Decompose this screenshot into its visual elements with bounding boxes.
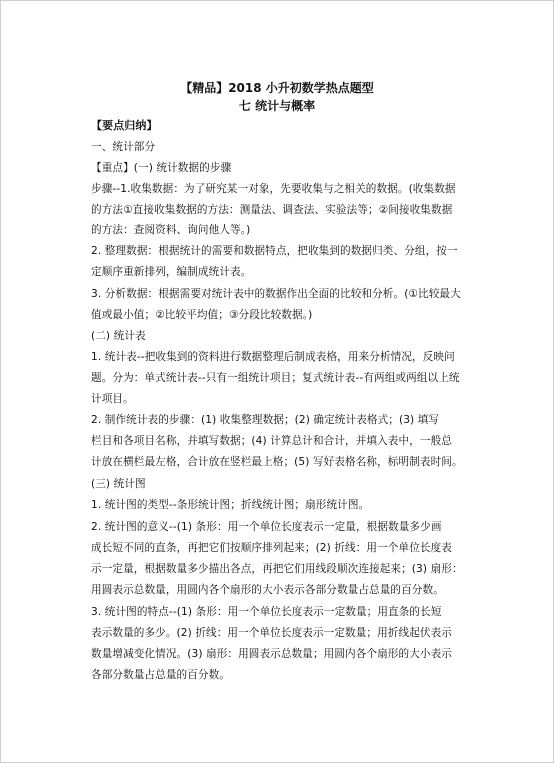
- section-label: 【要点归纳】: [91, 119, 158, 132]
- body-line: (二) 统计表: [91, 330, 146, 342]
- body-line: 成长短不同的直条，再把它们按顺序排列起来；(2) 折线：用一个单位长度表: [91, 542, 452, 554]
- body-line: 表示数量的多少。(2) 折线：用一个单位长度表示一定数量；用折线起伏表示: [91, 627, 452, 639]
- body-line: 2. 整理数据：根据统计的需要和数据特点，把收集到的数据归类、分组，按一: [91, 245, 458, 257]
- document-subtitle: 七 统计与概率: [238, 99, 316, 113]
- body-line: 数量增减变化情况。(3) 扇形：用圆表示总数量；用圆内各个扇形的大小表示: [91, 648, 452, 660]
- body-line: 计项目。: [91, 393, 134, 405]
- body-line: 的方法：查阅资料、询问他人等。): [91, 224, 251, 236]
- body-line: 的方法①直接收集数据的方法：测量法、调查法、实验法等；②间接收集数据: [91, 204, 453, 216]
- body-line: 步骤--1.收集数据：为了研究某一对象，先要收集与之相关的数据。(收集数据: [91, 183, 456, 195]
- body-line: 2. 统计图的意义--(1) 条形：用一个单位长度表示一定量，根据数量多少画: [91, 521, 442, 533]
- body-line: 题。分为：单式统计表--只有一组统计项目；复式统计表--有两组或两组以上统: [91, 372, 460, 384]
- body-line: 2. 制作统计表的步骤：(1) 收集整理数据；(2) 确定统计表格式；(3) 填写: [91, 414, 440, 426]
- body-line: 定顺序重新排列，编制成统计表。: [91, 266, 252, 278]
- body-line: 3. 分析数据：根据需要对统计表中的数据作出全面的比较和分析。(①比较最大: [91, 288, 461, 300]
- body-line: 栏目和各项目名称，并填写数据；(4) 计算总计和合计，并填入表中，一般总: [91, 435, 452, 447]
- body-line: 示一定量，根据数量多少描出各点，再把它们用线段顺次连接起来；(3) 扇形：: [91, 563, 463, 575]
- body-line: 值或最小值；②比较平均值；③分段比较数据。): [91, 309, 313, 321]
- body-line: 3. 统计图的特点--(1) 条形：用一个单位长度表示一定数量；用直条的长短: [91, 606, 442, 618]
- document-title: 【精品】2018 小升初数学热点题型: [180, 81, 374, 95]
- body-line: 各部分数量占总量的百分数。: [91, 669, 231, 681]
- body-line: 用圆表示总数量，用圆内各个扇形的大小表示各部分数量占总量的百分数。: [91, 584, 444, 596]
- body-line: 1. 统计图的类型--条形统计图；折线统计图；扇形统计图。: [91, 499, 370, 511]
- body-line: 1. 统计表--把收集到的资料进行数据整理后制成表格，用来分析情况，反映问: [91, 351, 455, 363]
- body-line: 计放在横栏最左格，合计放在竖栏最上格；(5) 写好表格名称，标明制表时间。: [91, 456, 463, 468]
- body-line: 【重点】(一) 统计数据的步骤: [91, 162, 232, 174]
- part-heading: 一、统计部分: [91, 141, 156, 153]
- body-line: (三) 统计图: [91, 478, 146, 490]
